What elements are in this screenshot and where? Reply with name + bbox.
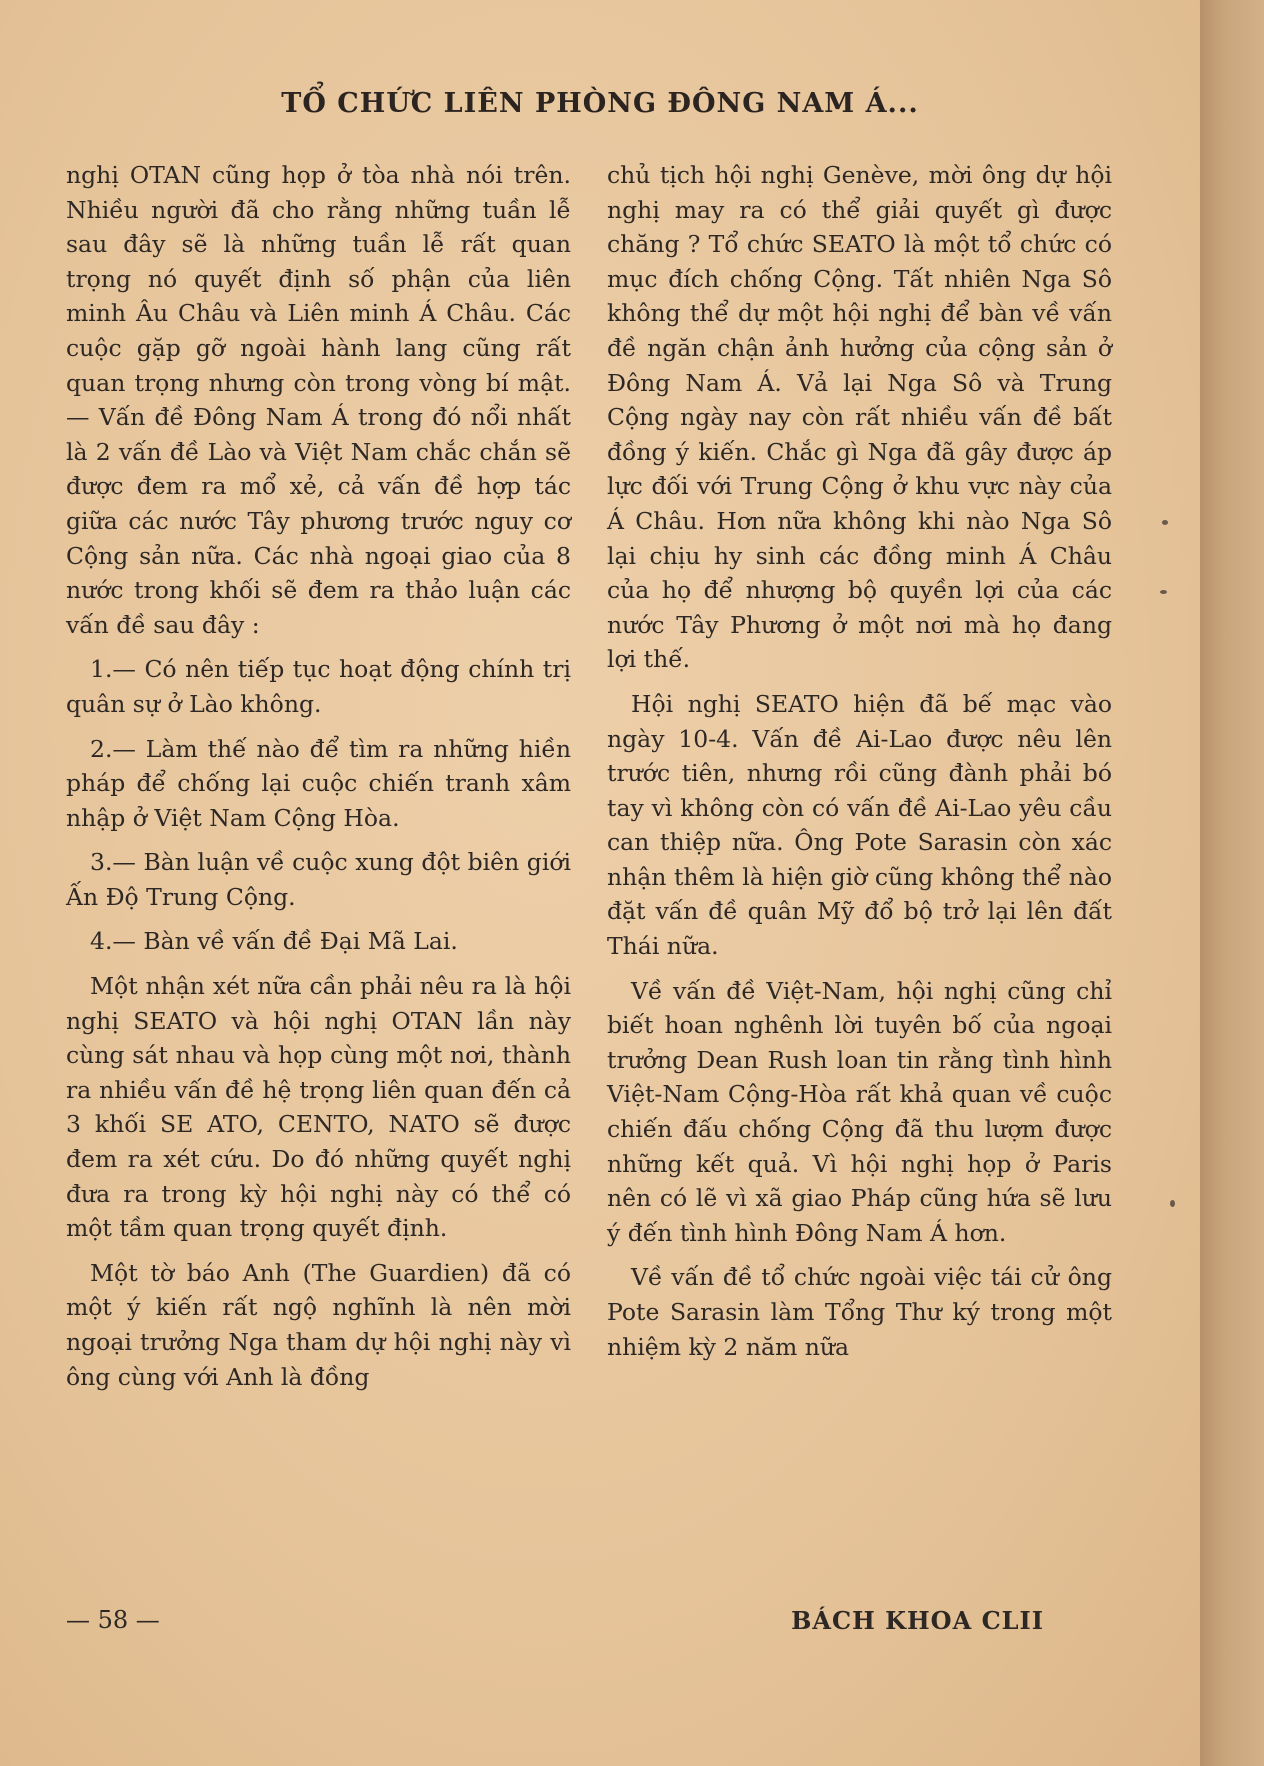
paragraph: Về vấn đề tổ chức ngoài việc tái cử ông Pote Sarasin làm Tổng Thư ký trong một nhiệm kỳ 2 năm nữa	[607, 1263, 1112, 1361]
paragraph: nghị OTAN cũng họp ở tòa nhà nói trên. Nhiều người đã cho rằng những tuần lễ sau đây sẽ là những tuần lễ rất quan trọng nó quyết định số phận của liên minh Âu Châu và Liên minh Á Châu. Các cuộc gặp gỡ ngoài hành lang cũng rất quan trọng nhưng còn trong vòng bí mật.— Vấn đề Đông Nam Á trong đó nổi nhất là 2 vấn đề Lào và Việt Nam chắc chắn sẽ được đem ra mổ xẻ, cả vấn đề hợp tác giữa các nước Tây phương trước nguy cơ Cộng sản nữa. Các nhà ngoại giao của 8 nước trong khối sẽ đem ra thảo luận các vấn đề sau đây :	[66, 161, 571, 639]
list-item: 2.— Làm thế nào để tìm ra những hiền pháp để chống lại cuộc chiến tranh xâm nhập ở Việt Nam Cộng Hòa.	[66, 734, 571, 832]
paper-speck	[1160, 590, 1167, 594]
left-column	[66, 158, 571, 1404]
right-column	[607, 158, 1112, 1374]
running-header: TỔ CHỨC LIÊN PHÒNG ĐÔNG NAM Á...	[281, 88, 919, 119]
journal-title: BÁCH KHOA CLII	[791, 1606, 1044, 1635]
list-item: 3.— Bàn luận về cuộc xung đột biên giới Ấn Độ Trung Cộng.	[66, 848, 571, 911]
list-item: 4.— Bàn về vấn đề Đại Mã Lai.	[90, 927, 458, 956]
paragraph: chủ tịch hội nghị Genève, mời ông dự hội nghị may ra có thể giải quyết gì được chăng ? Tổ chức SEATO là một tổ chức có mục đích chống Cộng. Tất nhiên Nga Sô không thể dự một hội nghị để bàn về vấn đề ngăn chận ảnh hưởng của cộng sản ở Đông Nam Á. Vả lại Nga Sô và Trung Cộng ngày nay còn rất nhiều vấn đề bất đồng ý kiến. Chắc gì Nga đã gây được áp lực đối với Trung Cộng ở khu vực này của Á Châu. Hơn nữa không khi nào Nga Sô lại chịu hy sinh các đồng minh Á Châu của họ để nhượng bộ quyền lợi của các nước Tây Phương ở một nơi mà họ đang lợi thế.	[607, 161, 1112, 674]
paragraph: Về vấn đề Việt-Nam, hội nghị cũng chỉ biết hoan nghênh lời tuyên bố của ngoại trưởng Dean Rush loan tin rằng tình hình Việt-Nam Cộng-Hòa rất khả quan về cuộc chiến đấu chống Cộng đã thu lượm được những kết quả. Vì hội nghị họp ở Paris nên có lẽ vì xã giao Pháp cũng hứa sẽ lưu ý đến tình hình Đông Nam Á hơn.	[607, 976, 1112, 1247]
page-edge	[1200, 0, 1264, 1766]
list-item: 1.— Có nên tiếp tục hoạt động chính trị quân sự ở Lào không.	[66, 655, 571, 718]
paper-speck	[1162, 520, 1168, 525]
paragraph: Một nhận xét nữa cần phải nêu ra là hội nghị SEATO và hội nghị OTAN lần này cùng sát nhau và họp cùng một nơi, thành ra nhiều vấn đề hệ trọng liên quan đến cả 3 khối SE ATO, CENTO, NATO sẽ được đem ra xét cứu. Do đó những quyết nghị đưa ra trong kỳ hội nghị này có thể có một tầm quan trọng quyết định.	[66, 972, 571, 1243]
paragraph: Hội nghị SEATO hiện đã bế mạc vào ngày 10-4. Vấn đề Ai-Lao được nêu lên trước tiên, nhưng rồi cũng đành phải bó tay vì không còn có vấn đề Ai-Lao yêu cầu can thiệp nữa. Ông Pote Sarasin còn xác nhận thêm là hiện giờ cũng không thể nào đặt vấn đề quân Mỹ đổ bộ trở lại lên đất Thái nữa.	[607, 689, 1112, 961]
paper-speck	[1170, 1200, 1175, 1207]
page-number: — 58 —	[66, 1606, 160, 1634]
paragraph: Một tờ báo Anh (The Guardien) đã có một ý kiến rất ngộ nghĩnh là nên mời ngoại trưởng Nga tham dự hội nghị này vì ông cùng với Anh là đồng	[66, 1258, 571, 1391]
